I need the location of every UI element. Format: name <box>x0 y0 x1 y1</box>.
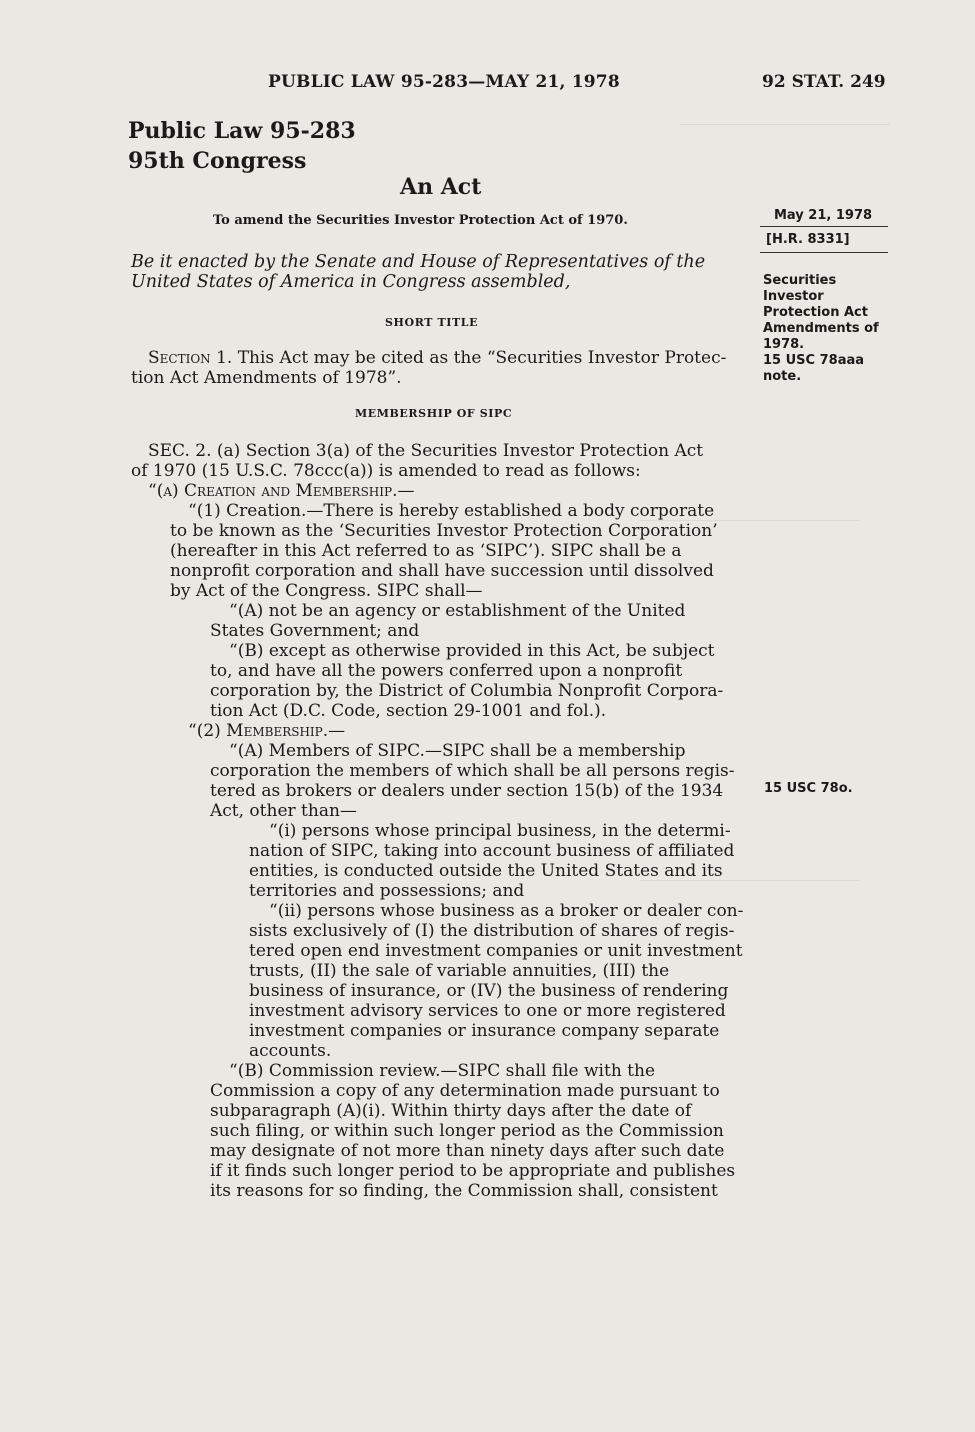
members-line: corporation the members of which shall be all persons regis- <box>210 761 735 781</box>
sec2-line: SEC. 2. (a) Section 3(a) of the Securities Investor Protection Act <box>148 441 704 461</box>
membership-subheading: “(2) Membership.— <box>188 721 346 741</box>
clause-i-line: territories and possessions; and <box>249 881 525 901</box>
enacting-line: United States of America in Congress assembled, <box>131 272 571 292</box>
creation-line: (hereafter in this Act referred to as ‘SIPC’). SIPC shall be a <box>170 541 682 561</box>
sec2-line: of 1970 (15 U.S.C. 78ccc(a)) is amended to read as follows: <box>131 461 641 481</box>
margin-note-line: Securities <box>763 273 837 288</box>
review-line: if it finds such longer period to be appropriate and publishes <box>210 1161 736 1181</box>
clause-B-line: to, and have all the powers conferred upon a nonprofit <box>210 661 683 681</box>
margin-rule-top <box>760 226 888 227</box>
creation-line: nonprofit corporation and shall have succession until dissolved <box>170 561 714 581</box>
margin-note-line: Amendments of <box>763 321 879 336</box>
margin-cite-15usc78o: 15 USC 78o. <box>764 781 853 796</box>
members-line: tered as brokers or dealers under section 15(b) of the 1934 <box>210 781 724 801</box>
clause-A-line: “(A) not be an agency or establishment of the United <box>229 601 686 621</box>
clause-A-line: States Government; and <box>210 621 420 641</box>
review-line: Commission a copy of any determination made pursuant to <box>210 1081 720 1101</box>
clause-i-line: “(i) persons whose principal business, in the determi- <box>269 821 731 841</box>
margin-note-line: Investor <box>763 289 824 304</box>
congress-number: 95th Congress <box>128 148 307 174</box>
clause-ii-line: investment companies or insurance company separate <box>249 1021 720 1041</box>
clause-ii-line: accounts. <box>249 1041 332 1061</box>
enacting-line: Be it enacted by the Senate and House of Representatives of the <box>131 252 706 272</box>
section-1-line-1 <box>148 348 726 368</box>
section-1-line-2: tion Act Amendments of 1978”. <box>131 368 402 388</box>
clause-i-line: nation of SIPC, taking into account business of affiliated <box>249 841 735 861</box>
short-title-heading: SHORT TITLE <box>385 316 479 329</box>
review-line: such filing, or within such longer period as the Commission <box>210 1121 724 1141</box>
clause-B-line: corporation by, the District of Columbia Nonprofit Corpora- <box>210 681 724 701</box>
clause-ii-line: trusts, (II) the sale of variable annuities, (III) the <box>249 961 670 981</box>
review-line: subparagraph (A)(i). Within thirty days after the date of <box>210 1101 692 1121</box>
review-line: may designate of not more than ninety days after such date <box>210 1141 725 1161</box>
clause-ii-line: investment advisory services to one or more registered <box>249 1001 726 1021</box>
margin-note-line: 15 USC 78aaa <box>763 353 865 368</box>
clause-ii-line: “(ii) persons whose business as a broker or dealer con- <box>269 901 744 921</box>
members-line: “(A) Members of SIPC.—SIPC shall be a membership <box>229 741 686 761</box>
an-act-heading: An Act <box>400 174 482 200</box>
margin-date: May 21, 1978 <box>774 208 873 223</box>
running-header: PUBLIC LAW 95-283—MAY 21, 1978 <box>268 72 620 92</box>
margin-note-line: Protection Act <box>763 305 868 320</box>
margin-note-line: note. <box>763 369 802 384</box>
clause-ii-line: tered open end investment companies or unit investment <box>249 941 743 961</box>
margin-note <box>763 273 879 385</box>
stat-page-number: 92 STAT. 249 <box>762 72 886 92</box>
margin-rule-bottom <box>760 252 888 253</box>
section-1-text: This Act may be cited as the “Securities Investor Protec- <box>237 348 727 368</box>
section-1-label: Section 1. <box>148 348 233 368</box>
clause-B-line: tion Act (D.C. Code, section 29-1001 and fol.). <box>210 701 607 721</box>
creation-line: to be known as the ‘Securities Investor Protection Corporation’ <box>170 521 718 541</box>
enacting-clause <box>131 252 705 292</box>
creation-line: by Act of the Congress. SIPC shall— <box>170 581 483 601</box>
clause-ii-line: business of insurance, or (IV) the business of rendering <box>249 981 729 1001</box>
clause-i-line: entities, is conducted outside the United States and its <box>249 861 723 881</box>
review-line: “(B) Commission review.—SIPC shall file with the <box>229 1061 656 1081</box>
review-line: its reasons for so finding, the Commission shall, consistent <box>210 1181 718 1201</box>
subsection-a-heading: “(a) Creation and Membership.— <box>148 481 415 501</box>
clause-ii-line: sists exclusively of (I) the distribution of shares of regis- <box>249 921 735 941</box>
margin-note-line: 1978. <box>763 337 805 352</box>
margin-bill-number: [H.R. 8331] <box>766 232 850 247</box>
membership-heading: MEMBERSHIP OF SIPC <box>355 407 513 420</box>
members-line: Act, other than— <box>210 801 357 821</box>
public-law-number: Public Law 95-283 <box>128 118 356 144</box>
creation-line: “(1) Creation.—There is hereby established a body corporate <box>188 501 715 521</box>
clause-B-line: “(B) except as otherwise provided in this Act, be subject <box>229 641 715 661</box>
act-purpose: To amend the Securities Investor Protection Act of 1970. <box>213 213 628 228</box>
